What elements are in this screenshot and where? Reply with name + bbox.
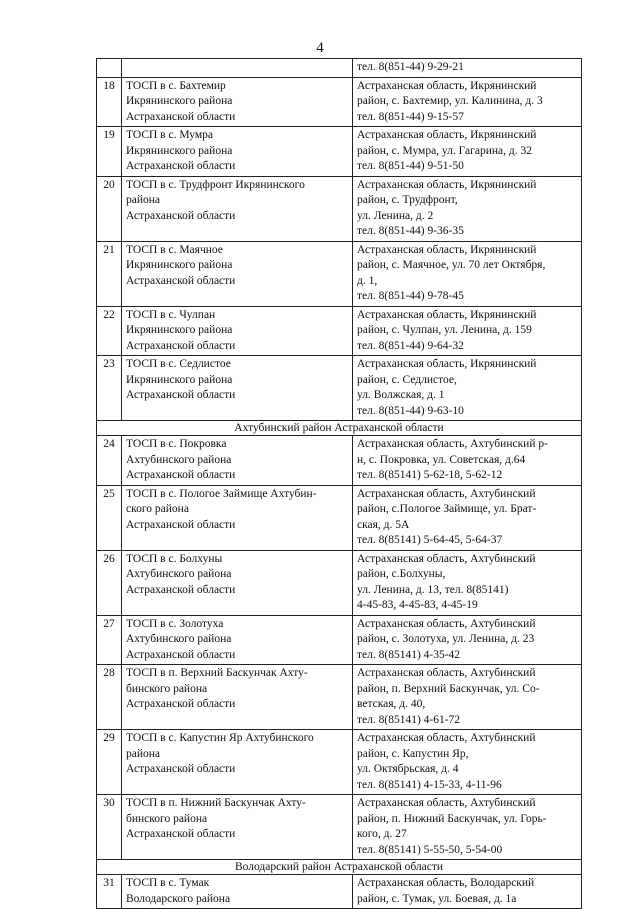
office-name-line: Астраханской области [126,110,236,123]
table-row [97,615,582,665]
address-line: тел. 8(85141) 5-64-45, 5-64-37 [357,534,503,546]
office-name-line: Астраханской области [126,160,236,172]
office-name-line: ТОСП в с. Тумак [126,877,210,889]
table-row [97,875,582,909]
table-row [97,127,582,177]
office-name-line: ТОСП в с. Болхуны [126,552,223,565]
address-line: тел. 8(85141) 5-55-50, 5-54-00 [357,843,503,856]
office-name-line: бинского района [126,682,208,695]
office-name-line: бинского района [126,812,208,825]
table-row [97,485,582,550]
address-line: тел. 8(851-44) 9-51-50 [357,160,464,172]
address-line: район, п. Нижний Баскунчак, ул. Горь- [357,812,547,825]
office-name-line: ТОСП в с. Пологое Займище Ахтубин- [126,487,317,500]
address-line: Астраханская область, Ахтубинский [357,617,536,630]
table-row [97,730,582,795]
address-line: Астраханская область, Ахтубинский [357,797,536,809]
office-name-line: Астраханской области [126,339,236,352]
row-number: 19 [97,127,122,177]
office-address-cell [353,241,582,306]
address-line: Астраханская область, Ахтубинский [357,487,536,500]
section-heading-row [97,421,582,436]
address-line: 4-45-83, 4-45-83, 4-45-19 [357,599,478,611]
office-name-cell [122,485,353,550]
office-name-line: ТОСП в с. Золотуха [126,617,224,630]
office-name-line: района [126,747,161,760]
table-row [97,59,582,78]
row-number: 28 [97,665,122,730]
address-line: н, с. Покровка, ул. Советская, д.64 [357,453,526,466]
address-line: район, с. Трудфронт, [357,194,458,206]
office-name-cell [122,730,353,795]
section-heading: Ахтубинский район Астраханской области [97,421,582,436]
office-name-line: Астраханской области [126,583,236,596]
table-row [97,550,582,615]
table-row [97,176,582,241]
office-address-cell [353,306,582,356]
office-name-line: Астраханской области [126,648,236,661]
address-line: район, с.Болхуны, [357,568,446,580]
address-line: район, с. Мумра, ул. Гагарина, д. 32 [357,144,532,157]
office-name-cell [122,127,353,177]
office-name-line: Астраханской области [126,469,236,481]
office-name-line: Ахтубинского района [126,453,232,466]
row-number: 25 [97,485,122,550]
office-address-cell [353,485,582,550]
address-line: ская, д. 5А [357,518,410,531]
office-address-cell [353,795,582,860]
office-name-cell [122,176,353,241]
office-name-line: Ахтубинского района [126,568,232,580]
office-name-line: ТОСП в с. Покровка [126,438,227,450]
office-name-line: Астраханской области [126,389,236,401]
office-name-cell [122,306,353,356]
row-number: 29 [97,730,122,795]
address-line: тел. 8(85141) 4-35-42 [357,648,461,661]
office-name-line: Астраханской области [126,209,236,222]
row-number: 21 [97,241,122,306]
office-name-line: ТОСП в с. Седлистое [126,358,231,370]
office-name-line: Володарского района [126,892,231,905]
address-line: тел. 8(851-44) 9-63-10 [357,404,464,417]
office-address-cell [353,77,582,127]
office-name-line: ТОСП в п. Верхний Баскунчак Ахту- [126,667,308,679]
section-heading: Володарский район Астраханской области [97,860,582,875]
address-line: район, п. Верхний Баскунчак, ул. Со- [357,682,540,695]
office-name-line: Астраханской области [126,698,236,710]
office-address-cell [353,615,582,665]
office-name-line: ТОСП в п. Нижний Баскунчак Ахту- [126,797,306,809]
office-name-line: Икрянинского района [126,373,233,386]
address-line: д. 1, [357,274,378,287]
office-name-cell [122,59,353,78]
office-name-line: Икрянинского района [126,95,233,107]
office-name-line: ТОСП в с. Чулпан [126,308,216,321]
address-line: тел. 8(851-44) 9-36-35 [357,225,464,237]
office-name-line: ТОСП в с. Мумра [126,129,213,141]
table-row [97,241,582,306]
address-line: Астраханская область, Икрянинский [357,243,537,256]
office-name-line: района [126,194,161,206]
office-name-line: ТОСП в с. Бахтемир [126,79,226,92]
address-line: район, с. Золотуха, ул. Ленина, д. 23 [357,633,535,645]
office-address-cell [353,356,582,421]
office-name-line: ТОСП в с. Капустин Яр Ахтубинского [126,732,314,744]
table-row [97,795,582,860]
address-line: Астраханская область, Икрянинский [357,129,537,141]
office-name-line: ского района [126,503,189,515]
address-line: ул. Ленина, д. 2 [357,209,434,222]
row-number: 22 [97,306,122,356]
office-address-cell [353,127,582,177]
office-name-cell [122,356,353,421]
office-name-line: Астраханской области [126,274,236,287]
table-row [97,665,582,730]
office-name-line: Астраханской области [126,518,236,531]
address-line: кого, д. 27 [357,828,407,840]
row-number: 24 [97,436,122,486]
office-name-cell [122,77,353,127]
office-name-line: ТОСП в с. Трудфронт Икрянинского [126,178,305,191]
table-row [97,77,582,127]
office-name-line: Астраханской области [126,763,236,775]
address-line: тел. 8(85141) 4-15-33, 4-11-96 [357,778,502,791]
address-line: Астраханская область, Ахтубинский [357,732,536,744]
address-line: Астраханская область, Ахтубинский [357,552,536,565]
address-line: тел. 8(851-44) 9-15-57 [357,110,464,123]
row-number: 31 [97,875,122,909]
office-name-line: Астраханской области [126,828,236,840]
address-line: ул. Октябрьская, д. 4 [357,763,459,775]
row-number: 27 [97,615,122,665]
row-number: 30 [97,795,122,860]
office-name-line: ТОСП в с. Маячное [126,243,223,256]
table-row [97,436,582,486]
address-line: Астраханская область, Икрянинский [357,308,537,321]
address-line: Астраханская область, Икрянинский [357,178,537,191]
office-address-cell [353,436,582,486]
address-line: район, с. Седлистое, [357,373,457,386]
office-name-cell [122,550,353,615]
offices-table [96,58,582,909]
address-line: Астраханская область, Икрянинский [357,358,537,370]
address-line: тел. 8(851-44) 9-29-21 [357,61,464,73]
row-number-cell [97,59,122,78]
office-address-cell [353,875,582,909]
office-address-cell [353,665,582,730]
office-name-cell [122,665,353,730]
office-name-line: Икрянинского района [126,144,233,157]
table-row [97,306,582,356]
address-line: Астраханская область, Ахтубинский [357,667,536,679]
address-line: Астраханская область, Володарский [357,877,535,889]
office-name-cell [122,615,353,665]
address-line: ул. Ленина, д. 13, тел. 8(85141) [357,583,509,596]
address-line: Астраханская область, Ахтубинский р- [357,438,548,450]
table-body [97,59,582,909]
address-line: тел. 8(85141) 4-61-72 [357,713,461,726]
office-name-cell [122,436,353,486]
page-number: 4 [316,40,324,56]
address-line: район, с. Маячное, ул. 70 лет Октября, [357,259,546,271]
address-line: ветская, д. 40, [357,698,426,710]
address-line: тел. 8(851-44) 9-64-32 [357,339,464,352]
address-line: район, с.Пологое Займище, ул. Брат- [357,503,537,515]
office-name-line: Икрянинского района [126,259,233,271]
office-address-cell [353,730,582,795]
address-line: район, с. Чулпан, ул. Ленина, д. 159 [357,324,532,336]
address-line: тел. 8(851-44) 9-78-45 [357,290,464,302]
table-row [97,356,582,421]
address-line: Астраханская область, Икрянинский [357,79,537,92]
address-line: тел. 8(85141) 5-62-18, 5-62-12 [357,469,503,481]
address-line: район, с. Капустин Яр, [357,747,469,760]
office-address-cell [353,550,582,615]
office-address-cell [353,59,582,78]
office-address-cell [353,176,582,241]
office-name-line: Ахтубинского района [126,633,232,645]
office-name-cell [122,241,353,306]
office-name-line: Икрянинского района [126,324,233,336]
row-number: 20 [97,176,122,241]
office-name-cell [122,875,353,909]
address-line: район, с. Бахтемир, ул. Калинина, д. 3 [357,95,543,107]
address-line: ул. Волжская, д. 1 [357,389,445,401]
row-number: 18 [97,77,122,127]
section-heading-row [97,860,582,875]
row-number: 26 [97,550,122,615]
address-line: район, с. Тумак, ул. Боевая, д. 1а [357,892,517,905]
office-name-cell [122,795,353,860]
row-number: 23 [97,356,122,421]
